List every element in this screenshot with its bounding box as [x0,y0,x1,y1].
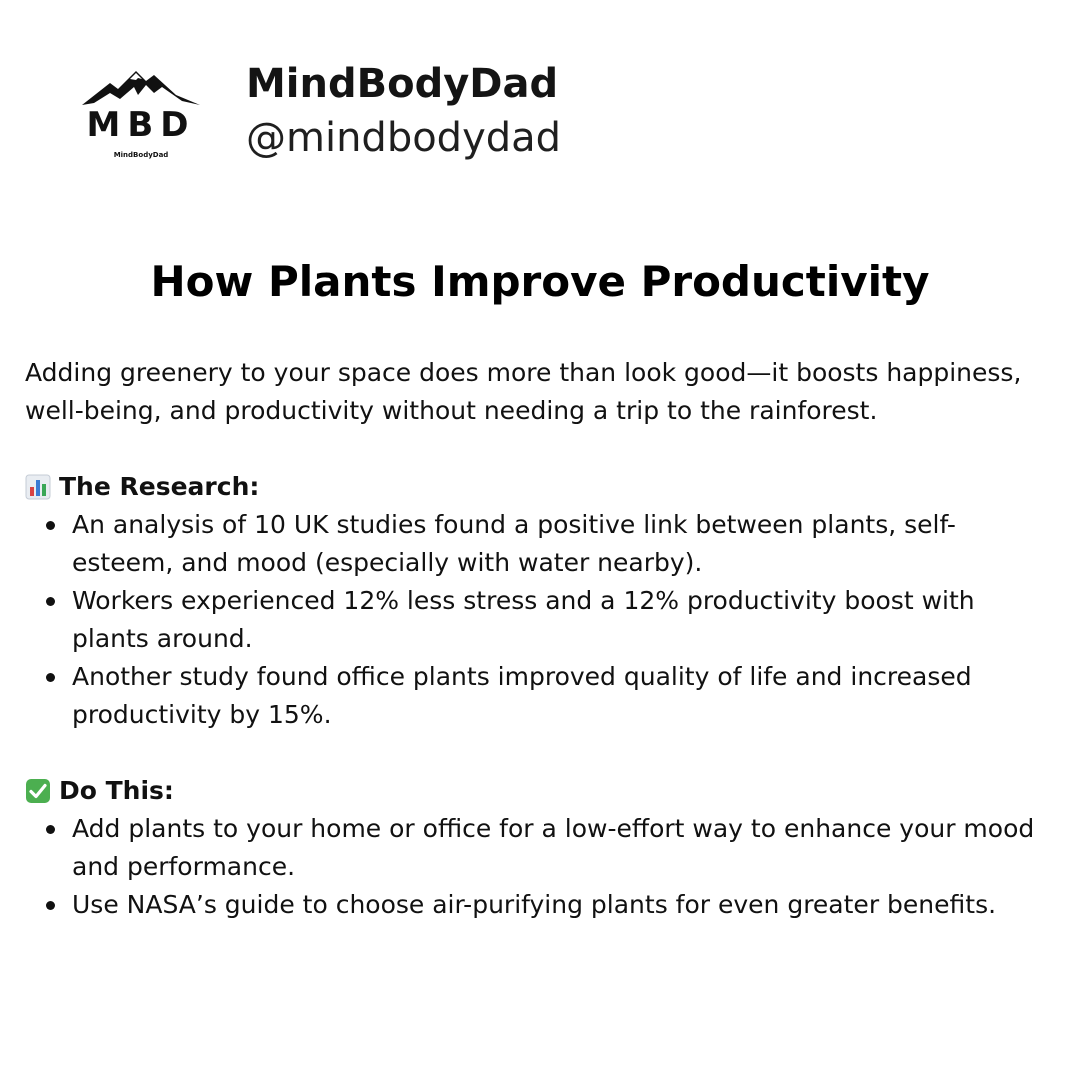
bullet-icon [46,597,55,606]
intro-paragraph: Adding greenery to your space does more than look good—it boosts happiness, well-being, and productivity without needing a trip to the rainforest. [25,358,1022,425]
research-list [25,506,1045,734]
mbd-logo [80,57,202,167]
list-item: Workers experienced 12% less stress and a 12% productivity boost with plants around. [25,582,1045,658]
post-header [80,52,561,172]
list-item: Use NASA’s guide to choose air-purifying plants for even greater benefits. [25,886,1045,924]
section-heading-label: The Research: [59,472,260,501]
logo-subtitle: MindBodyDad [113,151,169,159]
check-mark-icon [25,778,51,804]
bullet-icon [46,673,55,682]
bullet-icon [46,825,55,834]
do-this-list [25,810,1045,924]
bullet-icon [46,521,55,530]
post-body [25,354,1045,962]
account-handle[interactable]: @mindbodydad [246,115,562,161]
research-section [25,468,1045,734]
section-heading-label: Do This: [59,776,174,805]
section-heading [25,468,1045,506]
bar-chart-icon [25,474,51,500]
mountain-logo-icon [80,65,202,109]
do-this-section [25,772,1045,924]
bullet-icon [46,901,55,910]
post-title: How Plants Improve Productivity [150,257,930,306]
account-info [246,58,561,166]
list-item: An analysis of 10 UK studies found a positive link between plants, self-esteem, and mood (especially with water nearby). [25,506,1045,582]
list-item: Another study found office plants improved quality of life and increased productivity by 15%. [25,658,1045,734]
logo-letters: MBD [86,105,196,145]
account-name[interactable]: MindBodyDad [246,61,559,107]
section-heading [25,772,1045,810]
list-item: Add plants to your home or office for a low-effort way to enhance your mood and performance. [25,810,1045,886]
